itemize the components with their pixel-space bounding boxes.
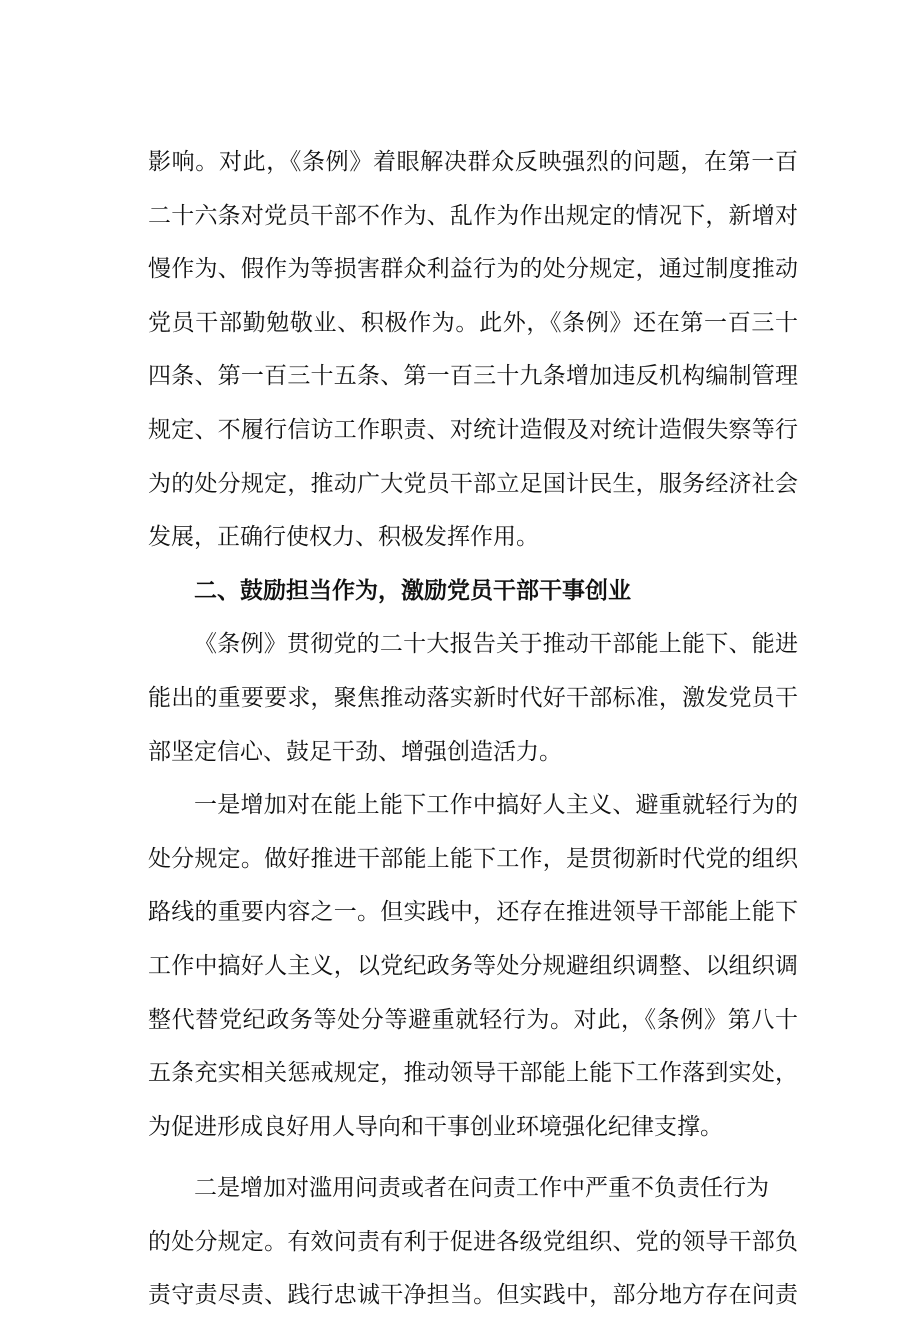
text-line: 慢作为、假作为等损害群众利益行为的处分规定，通过制度推动 xyxy=(148,256,798,283)
text-line: 发展，正确行使权力、积极发挥作用。 xyxy=(148,524,539,551)
text-line: 五条充实相关惩戒规定，推动领导干部能上能下工作落到实处， xyxy=(148,1060,798,1087)
text-line: 为促进形成良好用人导向和干事创业环境强化纪律支撑。 xyxy=(148,1113,723,1140)
text-line: 二是增加对滥用问责或者在问责工作中严重不负责任行为 xyxy=(194,1175,769,1202)
text-line: 一是增加对在能上能下工作中搞好人主义、避重就轻行为的 xyxy=(194,792,798,819)
text-line: 党员干部勤勉敬业、积极作为。此外，《条例》还在第一百三十 xyxy=(148,309,798,336)
text-line: 《条例》贯彻党的二十大报告关于推动干部能上能下、能进 xyxy=(194,631,798,658)
text-line: 影响。对此，《条例》着眼解决群众反映强烈的问题，在第一百 xyxy=(148,149,798,175)
paragraph-gap xyxy=(148,1154,798,1162)
paragraph-continuation xyxy=(148,136,798,565)
text-line: 规定、不履行信访工作职责、对统计造假及对统计造假失察等行 xyxy=(148,416,798,443)
text-line: 的处分规定。有效问责有利于促进各级党组织、党的领导干部负 xyxy=(148,1228,798,1255)
text-line: 二十六条对党员干部不作为、乱作为作出规定的情况下，新增对 xyxy=(148,202,798,229)
text-line: 能出的重要要求，聚焦推动落实新时代好干部标准，激发党员干 xyxy=(148,684,798,711)
text-line: 四条、第一百三十五条、第一百三十九条增加违反机构编制管理 xyxy=(148,363,798,390)
document-body xyxy=(148,136,798,1323)
text-line: 部坚定信心、鼓足干劲、增强创造活力。 xyxy=(148,738,562,765)
text-line: 整代替党纪政务等处分等避重就轻行为。对此，《条例》第八十 xyxy=(148,1006,798,1033)
text-line: 责守责尽责、践行忠诚干净担当。但实践中，部分地方存在问责 xyxy=(148,1282,798,1309)
text-line: 处分规定。做好推进干部能上能下工作，是贯彻新时代党的组织 xyxy=(148,845,798,872)
text-line: 为的处分规定，推动广大党员干部立足国计民生，服务经济社会 xyxy=(148,470,798,497)
paragraph-point-two xyxy=(148,1162,798,1323)
section-heading: 二、鼓励担当作为，激励党员干部干事创业 xyxy=(194,577,631,604)
text-line: 工作中搞好人主义，以党纪政务等处分规避组织调整、以组织调 xyxy=(148,952,798,979)
paragraph-point-one xyxy=(148,779,798,1154)
text-line: 路线的重要内容之一。但实践中，还存在推进领导干部能上能下 xyxy=(148,899,798,926)
paragraph-intro xyxy=(148,618,798,779)
